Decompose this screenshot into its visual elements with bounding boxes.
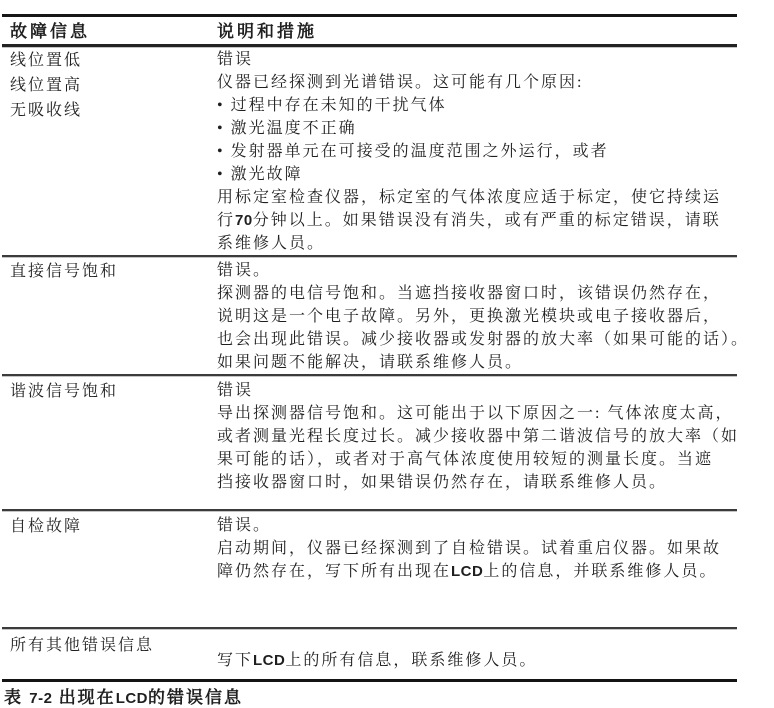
fault-message-line: 无吸收线 (10, 102, 83, 119)
table-header-row (2, 17, 737, 47)
latin-text: LCD (253, 652, 286, 669)
fault-message-line: 谐波信号饱和 (10, 383, 119, 400)
description-line: • 过程中存在未知的干扰气体 (217, 97, 447, 114)
description-line: 挡接收器窗口时，如果错误仍然存在，请联系维修人员。 (217, 474, 668, 491)
column-header-description: 说明和措施 (217, 22, 317, 41)
latin-text: 7-2 (29, 690, 53, 707)
description-cell (217, 259, 749, 374)
fault-message-line: 线位置高 (10, 77, 83, 94)
description-line: 障仍然存在，写下所有出现在LCD上的信息，并联系维修人员。 (217, 563, 718, 580)
description-cell (217, 48, 737, 255)
description-line: • 激光故障 (217, 166, 303, 183)
table-row (2, 511, 737, 629)
description-line: 导出探测器信号饱和。这可能出于以下原因之一: 气体浓度太高， (217, 405, 734, 422)
description-line: 错误。 (217, 262, 272, 279)
table-row (2, 47, 737, 257)
description-line: 如果问题不能解决，请联系维修人员。 (217, 354, 524, 371)
description-line: 果可能的话），或者对于高气体浓度使用较短的测量长度。当遮 (217, 451, 714, 468)
fault-message-line: 所有其他错误信息 (10, 637, 155, 654)
table-row (2, 629, 737, 682)
description-cell (217, 649, 737, 679)
description-line: 错误。 (217, 517, 272, 534)
table-row (2, 376, 740, 511)
fault-message-cell (2, 48, 217, 255)
fault-message-line: 线位置低 (10, 52, 83, 69)
description-cell (217, 514, 737, 583)
latin-text: 70 (235, 212, 253, 229)
fault-message-cell (2, 259, 217, 374)
description-line: • 激光温度不正确 (217, 120, 357, 137)
fault-message-line: 自检故障 (10, 518, 83, 535)
description-cell (217, 379, 739, 494)
description-line: 错误 (217, 382, 254, 399)
table-caption: 表 7-2 出现在LCD的错误信息 (4, 688, 244, 707)
latin-text: LCD (451, 563, 484, 580)
description-line: 也会出现此错误。减少接收器或发射器的放大率（如果可能的话）。 (217, 331, 750, 348)
description-line: 探测器的电信号饱和。当遮挡接收器窗口时，该错误仍然存在， (217, 285, 722, 302)
description-line: 或者测量光程长度过长。减少接收器中第二谐波信号的放大率（如 (217, 428, 740, 445)
fault-table (2, 14, 750, 682)
description-line: 用标定室检查仪器，标定室的气体浓度应适于标定，使它持续运 (217, 189, 722, 206)
fault-message-cell (2, 379, 217, 494)
description-line: 启动期间，仪器已经探测到了自检错误。试着重启仪器。如果故 (217, 540, 722, 557)
description-line: 行70分钟以上。如果错误没有消失，或有严重的标定错误，请联 (217, 212, 721, 229)
description-line: • 发射器单元在可接受的温度范围之外运行，或者 (217, 143, 609, 160)
description-line: 错误 (217, 51, 254, 68)
column-header-fault: 故障信息 (10, 22, 90, 41)
description-line: 写下LCD上的所有信息，联系维修人员。 (217, 652, 538, 669)
latin-text: LCD (115, 690, 149, 707)
fault-message-line: 直接信号饱和 (10, 263, 119, 280)
table-body (2, 47, 750, 682)
description-line: 说明这是一个电子故障。另外，更换激光模块或电子接收器后， (217, 308, 722, 325)
fault-message-cell (2, 633, 217, 679)
description-line: 仪器已经探测到光谱错误。这可能有几个原因: (217, 74, 584, 91)
fault-message-cell (2, 514, 217, 583)
description-line: 系维修人员。 (217, 235, 326, 252)
table-row (2, 257, 750, 376)
